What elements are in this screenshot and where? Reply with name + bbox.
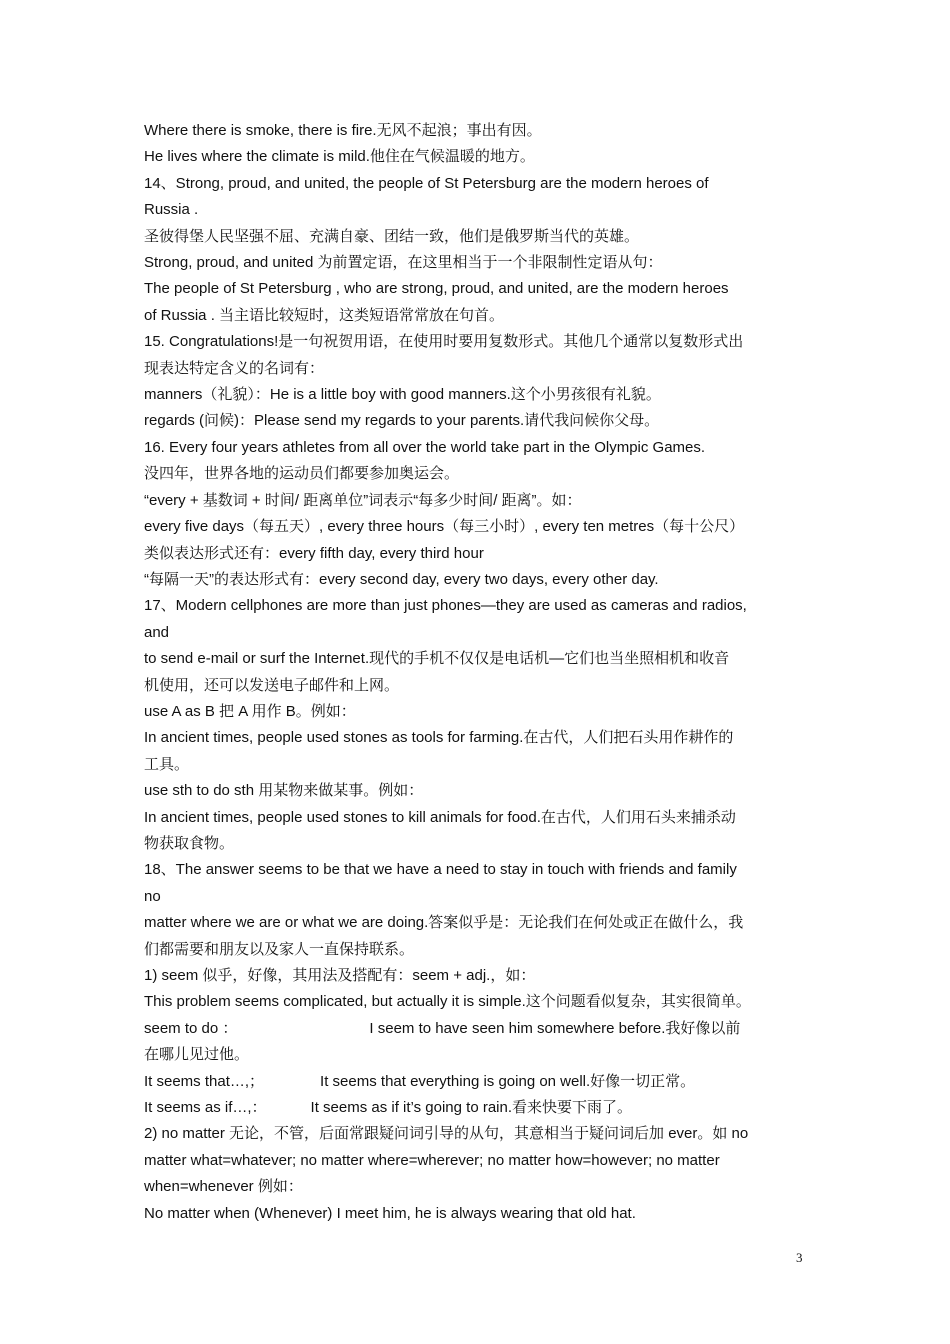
text-line: 工具。: [144, 755, 190, 773]
text-line: 18、The answer seems to be that we have a need to stay in touch with friends and family: [144, 861, 737, 879]
text-line: The people of St Petersburg , who are strong, proud, and united, are the modern heroes: [144, 280, 729, 298]
usage-example: It seems as if it’s going to rain.看来快要下雨了。: [310, 1099, 633, 1117]
text-line: regards (问候)：Please send my regards to your parents.请代我问候你父母。: [144, 412, 660, 430]
page-number: 3: [796, 1250, 803, 1265]
it-seems-that-line: [144, 1069, 814, 1095]
text-line: 物获取食物。: [144, 834, 235, 852]
text-line: In ancient times, people used stones as tools for farming.在古代，人们把石头用作耕作的: [144, 729, 734, 747]
text-line: 17、Modern cellphones are more than just phones—they are used as cameras and radios,: [144, 597, 747, 615]
text-line: 们都需要和朋友以及家人一直保持联系。: [144, 940, 415, 958]
text-line: 圣彼得堡人民坚强不屈、充满自豪、团结一致，他们是俄罗斯当代的英雄。: [144, 227, 640, 245]
text-line: 没四年，世界各地的运动员们都要参加奥运会。: [144, 465, 460, 483]
text-line: use A as B 把 A 用作 B。例如：: [144, 702, 356, 720]
text-line: manners（礼貌）：He is a little boy with good manners.这个小男孩很有礼貌。: [144, 386, 661, 404]
usage-label: seem to do ：: [144, 1019, 238, 1037]
text-line: “每隔一天”的表达形式有：every second day, every two days, every other day.: [144, 570, 659, 588]
text-line: use sth to do sth 用某物来做某事。例如：: [144, 782, 424, 800]
text-line: This problem seems complicated, but actually it is simple.这个问题看似复杂，其实很简单。: [144, 993, 751, 1011]
text-line: Russia .: [144, 201, 199, 219]
usage-label: It seems as if…,：: [144, 1099, 267, 1117]
it-seems-as-if-line: [144, 1095, 814, 1121]
text-line: 15. Congratulations!是一句祝贺用语，在使用时要用复数形式。其他几个通常以复数形式出: [144, 333, 744, 351]
text-line: 16. Every four years athletes from all over the world take part in the Olympic Games.: [144, 438, 706, 456]
text-line: 14、Strong, proud, and united, the people of St Petersburg are the modern heroes of: [144, 174, 709, 192]
text-line: 2) no matter 无论，不管，后面常跟疑问词引导的从句，其意相当于疑问词后加 ever。如 no: [144, 1125, 749, 1143]
text-line: In ancient times, people used stones to kill animals for food.在古代，人们用石头来捕杀动: [144, 808, 736, 826]
text-line: to send e-mail or surf the Internet.现代的手机不仅仅是电话机—它们也当坐照相机和收音: [144, 650, 730, 668]
text-line: 现表达特定含义的名词有：: [144, 359, 325, 377]
text-line: Where there is smoke, there is fire.无风不起浪；事出有因。: [144, 122, 542, 139]
text-line: He lives where the climate is mild.他住在气候温暖的地方。: [144, 148, 535, 166]
document-body: [144, 118, 814, 1227]
text-line: matter what=whatever; no matter where=wherever; no matter how=however; no matter: [144, 1151, 720, 1169]
usage-label: It seems that…,；: [144, 1072, 265, 1090]
text-line: 机使用，还可以发送电子邮件和上网。: [144, 676, 400, 694]
seem-to-do-line: [144, 1016, 814, 1042]
text-line: 1) seem 似乎，好像，其用法及搭配有：seem + adj.，如：: [144, 967, 536, 984]
text-line: Strong, proud, and united 为前置定语，在这里相当于一个非限制性定语从句：: [144, 254, 663, 272]
text-line: No matter when (Whenever) I meet him, he is always wearing that old hat.: [144, 1204, 636, 1222]
text-line: of Russia . 当主语比较短时，这类短语常常放在句首。: [144, 306, 505, 324]
text-line: matter where we are or what we are doing.答案似乎是：无论我们在何处或正在做什么，我: [144, 914, 744, 932]
text-line: when=whenever 例如：: [144, 1178, 303, 1196]
text-line: every five days（每五天）, every three hours（每三小时）, every ten metres（每十公尺）: [144, 518, 745, 536]
usage-example: It seems that everything is going on well.好像一切正常。: [320, 1072, 696, 1090]
text-line: “every + 基数词 + 时间/ 距离单位”词表示“每多少时间/ 距离”。如：: [144, 491, 582, 509]
text-line: no: [144, 887, 161, 905]
text-line: and: [144, 623, 170, 641]
usage-example: I seem to have seen him somewhere before.我好像以前: [369, 1019, 741, 1037]
text-line: 在哪儿见过他。: [144, 1046, 250, 1064]
text-line: 类似表达形式还有：every fifth day, every third hour: [144, 544, 484, 562]
